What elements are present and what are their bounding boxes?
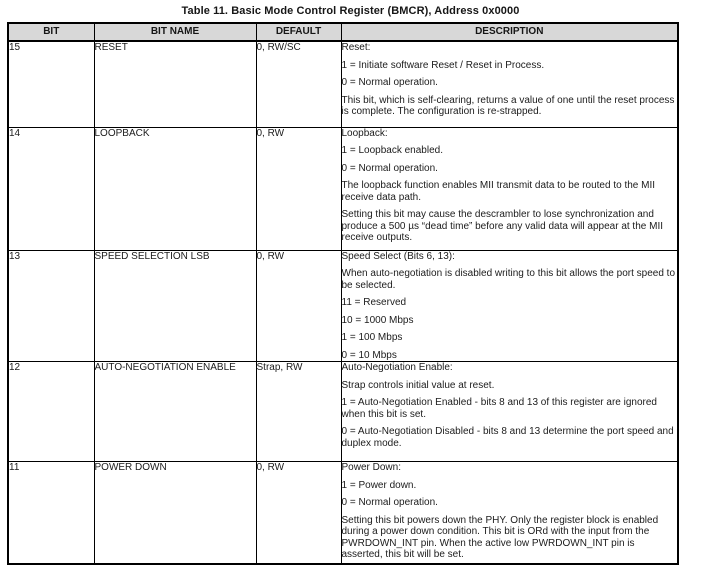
description-paragraph: Strap controls initial value at reset.: [341, 379, 495, 391]
table-row-bit-11: [8, 462, 678, 564]
default-cell: Strap, RW: [256, 362, 341, 462]
table-row-bit-14: [8, 127, 678, 250]
description-paragraph: The loopback function enables MII transmit data to be routed to the MII receive data path.: [341, 180, 656, 203]
column-header-default: DEFAULT: [256, 23, 341, 41]
description-paragraph: 1 = Power down.: [341, 479, 417, 491]
bit-name-cell: AUTO-NEGOTIATION ENABLE: [94, 362, 256, 462]
description-paragraph: Reset:: [341, 42, 371, 53]
description-paragraph: 0 = Normal operation.: [341, 162, 438, 174]
table-row-bit-15: [8, 41, 678, 127]
table-row-bit-12: [8, 362, 678, 462]
bmcr-register-table: [7, 22, 679, 565]
bit-name-cell: SPEED SELECTION LSB: [94, 250, 256, 362]
column-header-bit: BIT: [8, 23, 94, 41]
bit-name-cell: RESET: [94, 41, 256, 127]
description-cell: [341, 41, 678, 127]
table-header-row: [8, 23, 678, 41]
description-paragraph: Loopback:: [341, 127, 388, 139]
bit-cell: 13: [8, 250, 94, 362]
description-paragraph: Speed Select (Bits 6, 13):: [341, 250, 455, 262]
table-row-bit-13: [8, 250, 678, 362]
description-cell: [341, 362, 678, 462]
default-cell: 0, RW: [256, 462, 341, 564]
description-paragraph: Setting this bit powers down the PHY. Only the register block is enabled during a power down condition. This bit is ORd with the input from the PWRDOWN_INT pin. When the active low PWRDOWN_INT pin is asserted, this bit will be set.: [341, 514, 659, 560]
description-paragraph: 10 = 1000 Mbps: [341, 314, 414, 326]
column-header-bit-name: BIT NAME: [94, 23, 256, 41]
description-cell: [341, 127, 678, 250]
description-paragraph: Power Down:: [341, 462, 401, 473]
description-cell: [341, 250, 678, 362]
bit-name-cell: LOOPBACK: [94, 127, 256, 250]
description-paragraph: 11 = Reserved: [341, 297, 407, 308]
table-title: Table 11. Basic Mode Control Register (BMCR), Address 0x0000: [181, 5, 520, 17]
description-paragraph: 0 = Normal operation.: [341, 77, 438, 88]
description-cell: [341, 462, 678, 564]
description-paragraph: When auto-negotiation is disabled writing to this bit allows the port speed to be selected.: [341, 268, 676, 291]
description-paragraph: Setting this bit may cause the descrambler to lose synchronization and produce a 500 µs “dead time” before any valid data will appear at the MII receive outputs.: [341, 209, 663, 243]
description-paragraph: 1 = Auto-Negotiation Enabled - bits 8 and 13 of this register are ignored when this bit is set.: [341, 397, 657, 420]
bit-cell: 15: [8, 41, 94, 127]
bit-cell: 14: [8, 127, 94, 250]
description-paragraph: 1 = 100 Mbps: [341, 332, 403, 343]
description-paragraph: This bit, which is self-clearing, returns a value of one until the reset process is complete. The configuration is re-strapped.: [341, 94, 675, 117]
description-paragraph: Auto-Negotiation Enable:: [341, 362, 453, 373]
description-paragraph: 0 = Auto-Negotiation Disabled - bits 8 and 13 determine the port speed and duplex mode.: [341, 426, 674, 449]
description-paragraph: 1 = Initiate software Reset / Reset in Process.: [341, 59, 545, 71]
column-header-description: DESCRIPTION: [341, 23, 678, 41]
bit-cell: 11: [8, 462, 94, 564]
default-cell: 0, RW: [256, 250, 341, 362]
bit-cell: 12: [8, 362, 94, 462]
description-paragraph: 1 = Loopback enabled.: [341, 145, 443, 156]
description-paragraph: 0 = Normal operation.: [341, 497, 438, 508]
bit-name-cell: POWER DOWN: [94, 462, 256, 564]
default-cell: 0, RW: [256, 127, 341, 250]
description-paragraph: 0 = 10 Mbps: [341, 349, 397, 361]
default-cell: 0, RW/SC: [256, 41, 341, 127]
